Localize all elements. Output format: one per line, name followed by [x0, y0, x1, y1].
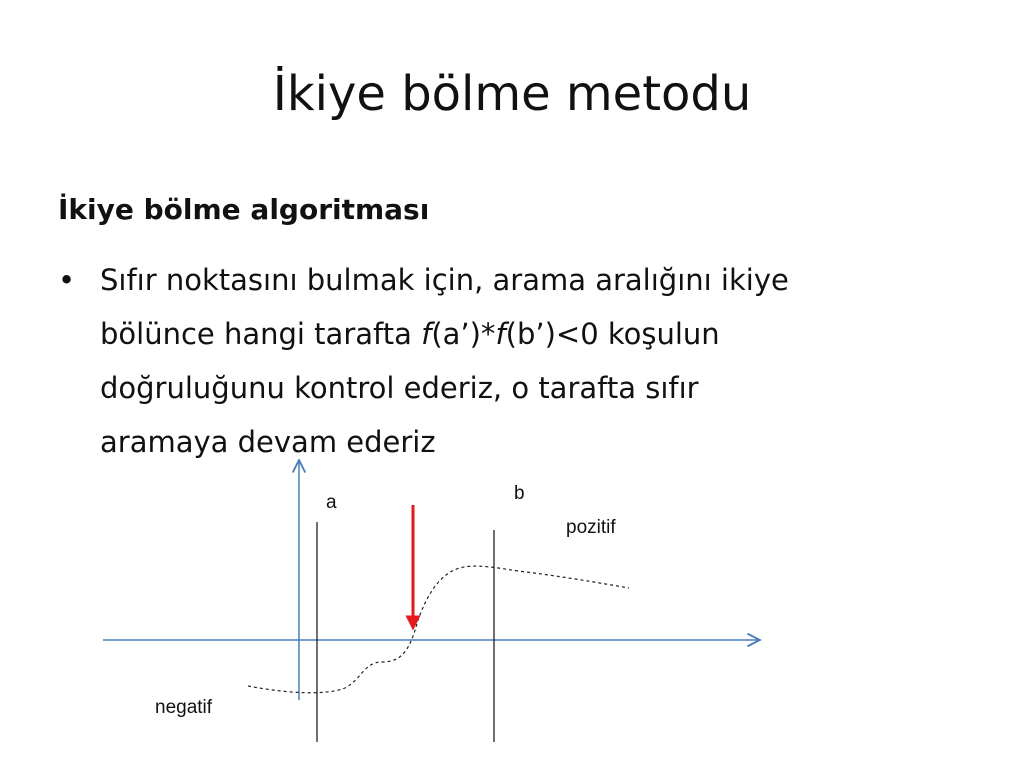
subheading: İkiye bölme algoritması	[58, 193, 430, 226]
label-positive: pozitif	[566, 517, 616, 538]
bullet-line-1: Sıfır noktasını bulmak için, arama aralığını ikiye	[100, 263, 789, 297]
function-f-b: f	[495, 317, 506, 351]
label-a: a	[326, 492, 337, 513]
label-b: b	[514, 483, 525, 504]
bullet-line-2-start: bölünce hangi tarafta	[100, 317, 422, 351]
label-negative: negatif	[155, 697, 213, 718]
function-curve	[248, 566, 629, 693]
bullet-marker: •	[58, 263, 76, 297]
bullet-line-3: doğruluğunu kontrol ederiz, o tarafta sıfır	[100, 371, 699, 405]
bullet-line-2-mid: (a’)*	[431, 317, 496, 351]
bullet-line-2-end: (b’)<0 koşulun	[505, 317, 720, 351]
bullet-line-4: aramaya devam ederiz	[100, 425, 436, 459]
slide-title: İkiye bölme metodu	[272, 66, 752, 122]
function-f-a: f	[421, 317, 432, 351]
